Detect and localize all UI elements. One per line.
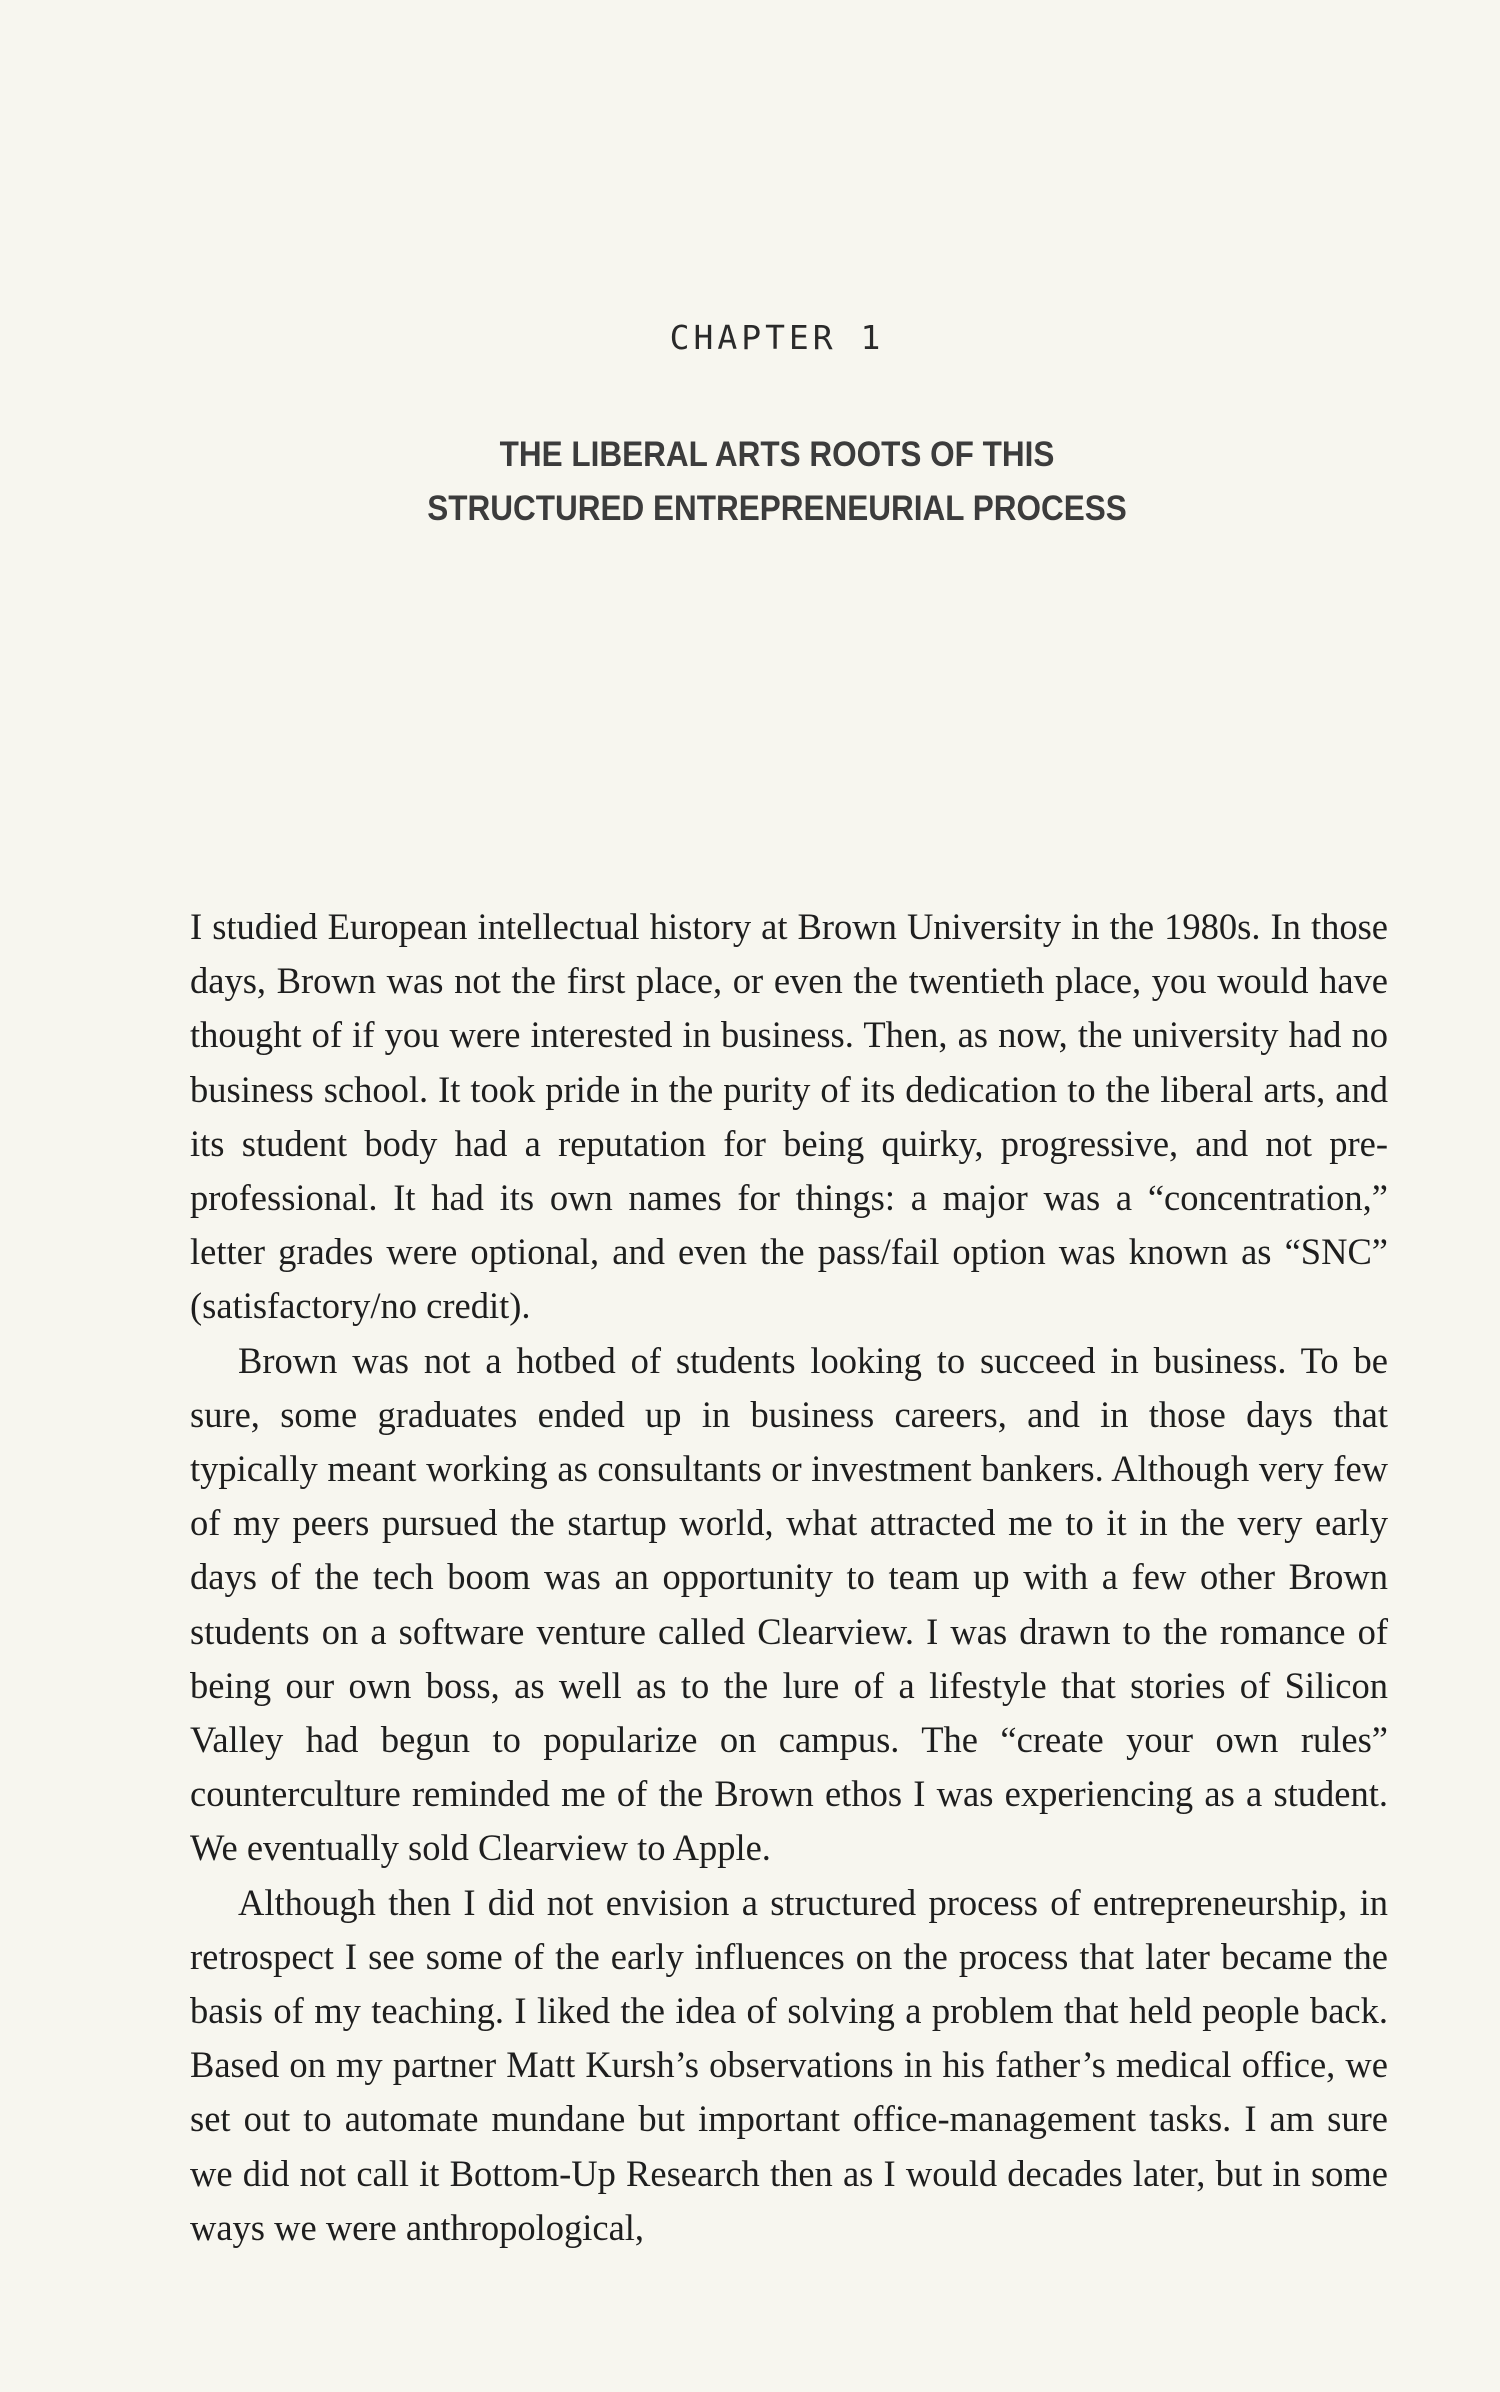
chapter-number: CHAPTER 1	[669, 318, 885, 357]
paragraph-2: Brown was not a hotbed of students looking to succeed in business. To be sure, some graduates ended up in business careers, and in those days that typically meant working as consultants or investment bankers. Although very few of my peers pursued the startup world, what attracted me to it in the very early days of the tech boom was an opportunity to team up with a few other Brown students on a software venture called Clearview. I was drawn to the romance of being our own boss, as well as to the lure of a lifestyle that stories of Silicon Valley had begun to popularize on campus. The “create your own rules” counterculture reminded me of the Brown ethos I was experiencing as a student. We eventually sold Clearview to Apple.	[190, 1339, 1388, 1869]
chapter-title	[78, 428, 1477, 536]
chapter-title-line-2: STRUCTURED ENTREPRENEURIAL PROCESS	[427, 489, 1127, 528]
chapter-title-line-1: THE LIBERAL ARTS ROOTS OF THIS	[499, 435, 1055, 474]
paragraph-3: Although then I did not envision a structured process of entrepreneurship, in retrospect I see some of the early influences on the process that later became the basis of my teaching. I liked the idea of solving a problem that held people back. Based on my partner Matt Kursh’s observations in his father’s medical office, we set out to automate mundane but important office-management tasks. I am sure we did not call it Bottom-Up Research then as I would decades later, but in some ways we were anthropological,	[190, 1881, 1388, 2248]
body-text	[190, 900, 1388, 2255]
paragraph-1: I studied European intellectual history at Brown University in the 1980s. In those days, Brown was not the first place, or even the twentieth place, you would have thought of if you were interested in business. Then, as now, the university had no business school. It took pride in the purity of its dedication to the liberal arts, and its student body had a reputation for being quirky, progressive, and not pre-professional. It had its own names for things: a major was a “concentration,” letter grades were optional, and even the pass/fail option was known as “SNC” (satisfactory/no credit).	[190, 906, 1388, 1327]
